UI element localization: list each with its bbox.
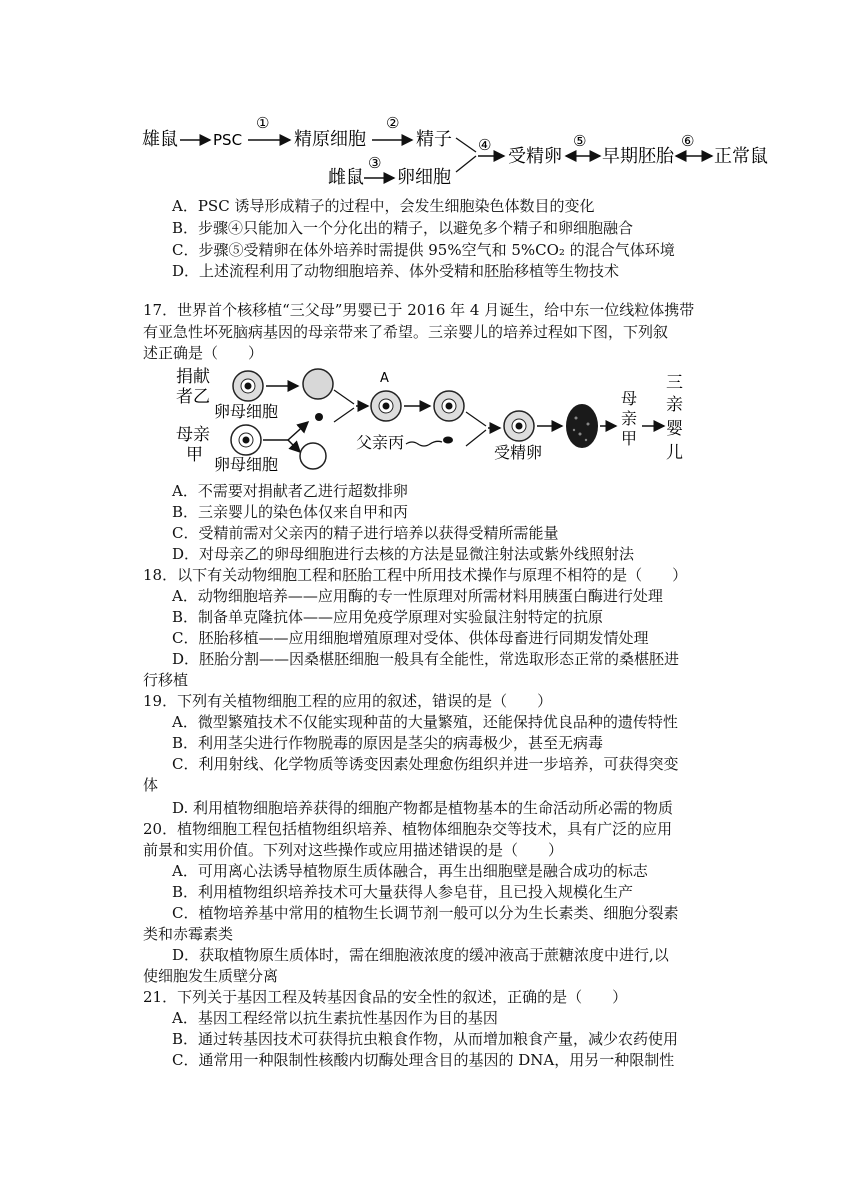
sperm-label: 精子 (416, 129, 452, 150)
q20-stem-line1: 20．植物细胞工程包括植物组织培养、植物体细胞杂交等技术，具有广泛的应用 (143, 820, 673, 838)
mouse-flow-diagram (0, 0, 860, 200)
baby-col-4: 儿 (666, 443, 683, 463)
father-label: 父亲丙 (356, 433, 405, 452)
q17-stem-line2: 有亚急性坏死脑病基因的母亲带来了希望。三亲婴儿的培养过程如下图，下列叙 (143, 323, 669, 341)
q20-option-d: D．获取植物原生质体时，需在细胞液浓度的缓冲液高于蔗糖浓度中进行,以 (172, 946, 669, 964)
fertilized-egg-label: 受精卵 (494, 443, 543, 462)
mother-col-1: 母 (621, 389, 638, 408)
q19-stem: 19．下列有关植物细胞工程的应用的叙述，错误的是（ ） (143, 692, 553, 710)
q18-option-c: C．胚胎移植——应用细胞增殖原理对受体、供体母畜进行同期发情处理 (172, 629, 649, 647)
q16-option-d: D．上述流程利用了动物细胞培养、体外受精和胚胎移植等生物技术 (172, 262, 620, 280)
q17-stem-line1: 17．世界首个核移植“三父母”男婴已于 2016 年 4 月诞生，给中东一位线粒体携带 (143, 301, 695, 319)
q20-option-a: A．可用离心法诱导植物原生质体融合，再生出细胞壁是融合成功的标志 (172, 862, 648, 880)
q17-option-a: A．不需要对捐献者乙进行超数排卵 (172, 482, 408, 500)
q18-option-d: D．胚胎分割——因桑椹胚细胞一般具有全能性，常选取形态正常的桑椹胚进 (172, 650, 680, 668)
mature-oocyte-icon (434, 391, 464, 421)
mother-label-line1: 母亲 (176, 425, 210, 445)
q19-option-c-cont: 体 (143, 776, 159, 794)
q20-stem-line2: 前景和实用价值。下列对这些操作或应用描述错误的是（ ） (143, 841, 564, 859)
psc-label: PSC (213, 131, 243, 149)
baby-col-2: 亲 (666, 395, 683, 415)
q17-stem-line3: 述正确是（ ） (143, 344, 264, 362)
mother-oocyte-label: 卵母细胞 (214, 455, 279, 474)
normal-mouse-label: 正常鼠 (714, 146, 768, 167)
female-mouse-label: 雌鼠 (328, 167, 364, 188)
step-4-label: ④ (478, 136, 492, 154)
q21-option-a: A．基因工程经常以抗生素抗性基因作为目的基因 (172, 1009, 498, 1027)
q16-option-c: C．步骤⑤受精卵在体外培养时需提供 95%空气和 5%CO₂ 的混合气体环境 (172, 241, 675, 259)
donor-oocyte-icon (233, 371, 263, 401)
mother-col-3: 甲 (621, 429, 638, 448)
q16-option-a: A．PSC 诱导形成精子的过程中，会发生细胞染色体数目的变化 (172, 197, 595, 215)
egg-label: 卵细胞 (397, 167, 451, 188)
q17-option-c: C．受精前需对父亲丙的精子进行培养以获得受精所需能量 (172, 524, 559, 542)
q19-option-a: A．微型繁殖技术不仅能实现种苗的大量繁殖，还能保持优良品种的遗传特性 (172, 713, 678, 731)
step-2-label: ② (386, 114, 400, 132)
q18-stem: 18．以下有关动物细胞工程和胚胎工程中所用技术操作与原理不相符的是（ ） (143, 566, 688, 584)
baby-col-1: 三 (666, 373, 683, 393)
q18-option-b: B．制备单克隆抗体——应用免疫学原理对实验鼠注射特定的抗原 (172, 608, 604, 626)
step-6-label: ⑥ (681, 132, 695, 150)
empty-oocyte-icon (300, 443, 326, 469)
step-5-label: ⑤ (573, 132, 587, 150)
q18-option-a: A．动物细胞培养——应用酶的专一性原理对所需材料用胰蛋白酶进行处理 (172, 587, 663, 605)
reconstructed-oocyte-icon (371, 391, 401, 421)
q20-option-c-cont: 类和赤霉素类 (143, 925, 234, 943)
q21-stem: 21．下列关于基因工程及转基因食品的安全性的叙述，正确的是（ ） (143, 988, 628, 1006)
q20-option-b: B．利用植物组织培养技术可大量获得人参皂苷，且已投入规模化生产 (172, 883, 634, 901)
mother-oocyte-icon (231, 425, 261, 455)
label-a: A (380, 371, 389, 386)
q18-option-d-cont: 行移植 (143, 671, 189, 689)
donor-label-line1: 捐献 (176, 367, 210, 387)
zygote-label: 受精卵 (508, 146, 562, 167)
mother-label-line2: 甲 (186, 445, 203, 465)
q21-option-c: C．通常用一种限制性核酸内切酶处理含目的基因的 DNA，用另一种限制性 (172, 1051, 675, 1069)
q17-option-b: B．三亲婴儿的染色体仅来自甲和丙 (172, 503, 409, 521)
three-parent-baby-diagram (0, 364, 860, 484)
q20-option-d-cont: 使细胞发生质壁分离 (143, 967, 279, 985)
q19-option-c: C．利用射线、化学物质等诱变因素处理愈伤组织并进一步培养，可获得突变 (172, 755, 679, 773)
embryo-icon (566, 404, 598, 448)
q20-option-c: C．植物培养基中常用的植物生长调节剂一般可以分为生长素类、细胞分裂素 (172, 904, 679, 922)
male-mouse-label: 雄鼠 (142, 129, 178, 150)
donor-label-line2: 者乙 (176, 387, 210, 407)
spermatogonia-label: 精原细胞 (294, 129, 366, 150)
q17-option-d: D．对母亲乙的卵母细胞进行去核的方法是显微注射法或紫外线照射法 (172, 545, 635, 563)
fertilized-egg-icon (504, 411, 534, 441)
q16-option-b: B．步骤④只能加入一个分化出的精子，以避免多个精子和卵细胞融合 (172, 219, 634, 237)
q21-option-b: B．通过转基因技术可获得抗虫粮食作物，从而增加粮食产量，减少农药使用 (172, 1030, 679, 1048)
nucleus-icon (315, 413, 323, 421)
step-1-label: ① (256, 114, 270, 132)
step-3-label: ③ (368, 154, 382, 172)
sperm-icon (406, 441, 442, 446)
mother-col-2: 亲 (621, 409, 638, 428)
q19-option-b: B．利用茎尖进行作物脱毒的原因是茎尖的病毒极少，甚至无病毒 (172, 734, 604, 752)
enucleated-oocyte-icon (303, 369, 333, 399)
q19-option-d: D. 利用植物细胞培养获得的细胞产物都是植物基本的生命活动所必需的物质 (172, 799, 674, 817)
donor-oocyte-label: 卵母细胞 (214, 402, 279, 421)
baby-col-3: 婴 (666, 419, 683, 439)
early-embryo-label: 早期胚胎 (602, 146, 674, 167)
